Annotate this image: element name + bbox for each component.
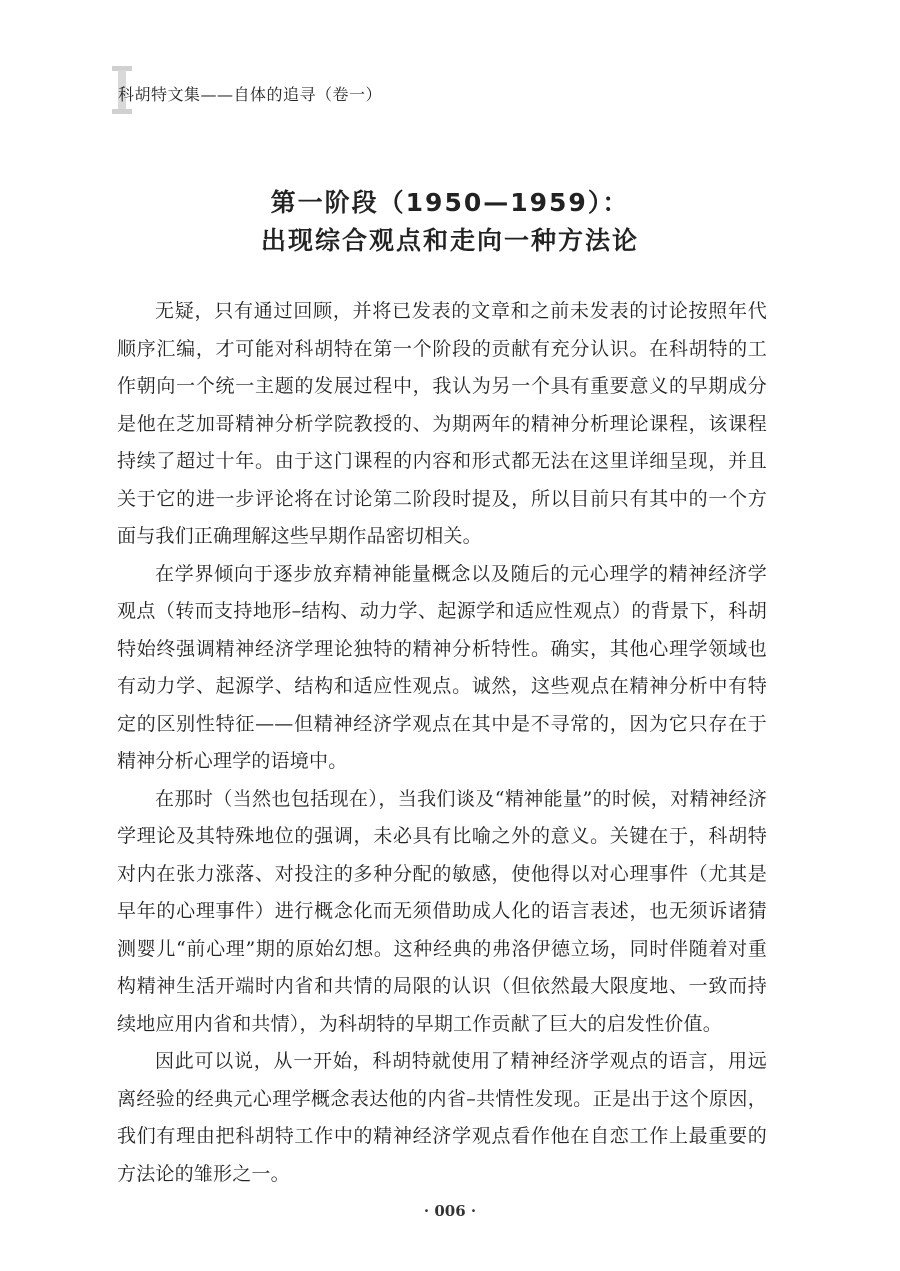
section-title: [0, 184, 900, 260]
running-header: [112, 60, 412, 120]
running-title: 科胡特文集——自体的追寻（卷一）: [118, 85, 383, 104]
page-number: · 006 ·: [423, 1202, 477, 1220]
section-title-line-2: 出现综合观点和走向一种方法论: [260, 226, 639, 255]
paragraph: 在那时（当然也包括现在），当我们谈及“精神能量”的时候，对精神经济学理论及其特殊地位的强调，未必具有比喻之外的意义。关键在于，科胡特对内在张力涨落、对投注的多种分配的敏感，使他得以对心理事件（尤其是早年的心理事件）进行概念化而无须借助成人化的语言表述，也无须诉诸猜测婴儿“前心理”期的原始幻想。这种经典的弗洛伊德立场，同时伴随着对重构精神生活开端时内省和共情的局限的认识（但依然最大限度地、一致而持续地应用内省和共情），为科胡特的早期工作贡献了巨大的启发性价值。: [117, 787, 767, 1035]
body-text: [117, 293, 767, 1193]
paragraph: 在学界倾向于逐步放弃精神能量概念以及随后的元心理学的精神经济学观点（转而支持地形–结构、动力学、起源学和适应性观点）的背景下，科胡特始终强调精神经济学理论独特的精神分析特性。确实，其他心理学领域也有动力学、起源学、结构和适应性观点。诚然，这些观点在精神分析中有特定的区别性特征——但精神经济学观点在其中是不寻常的，因为它只存在于精神分析心理学的语境中。: [117, 562, 767, 772]
paragraph: 因此可以说，从一开始，科胡特就使用了精神经济学观点的语言，用远离经验的经典元心理学概念表达他的内省–共情性发现。正是出于这个原因，我们有理由把科胡特工作中的精神经济学观点看作他在自恋工作上最重要的方法论的雏形之一。: [117, 1050, 767, 1185]
section-title-line-1: 第一阶段（1950—1959）：: [270, 188, 630, 217]
paragraph: 无疑，只有通过回顾，并将已发表的文章和之前未发表的讨论按照年代顺序汇编，才可能对科胡特在第一个阶段的贡献有充分认识。在科胡特的工作朝向一个统一主题的发展过程中，我认为另一个具有重要意义的早期成分是他在芝加哥精神分析学院教授的、为期两年的精神分析理论课程，该课程持续了超过十年。由于这门课程的内容和形式都无法在这里详细呈现，并且关于它的进一步评论将在讨论第二阶段时提及，所以目前只有其中的一个方面与我们正确理解这些早期作品密切相关。: [117, 300, 767, 547]
